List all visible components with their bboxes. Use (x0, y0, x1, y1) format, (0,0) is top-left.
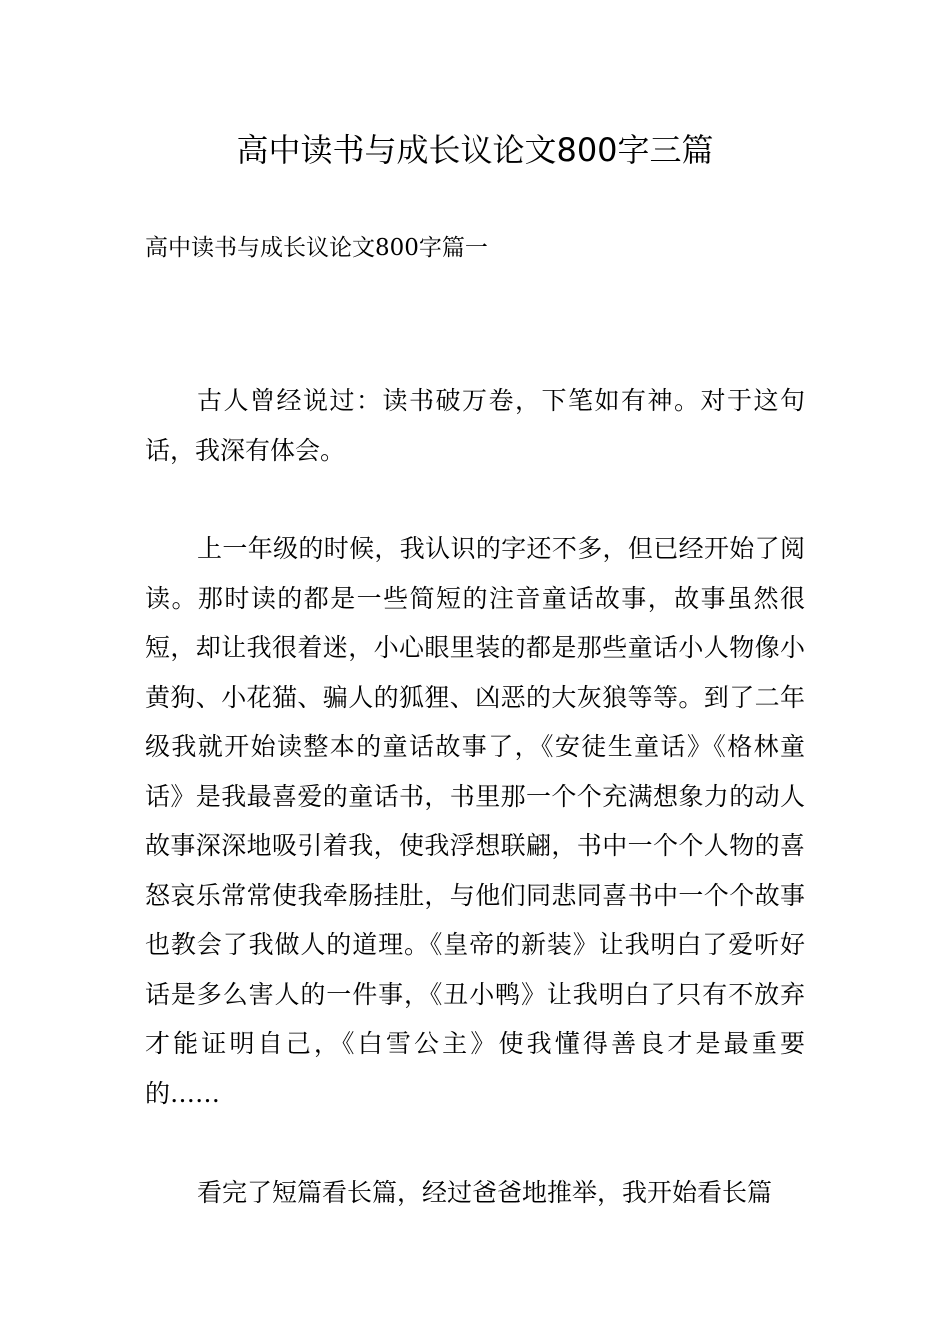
document-title: 高中读书与成长议论文800字三篇 (236, 131, 714, 169)
body-paragraph-1: 古人曾经说过：读书破万卷，下笔如有神。对于这句话，我深有体会。 (145, 386, 805, 465)
body-paragraph-3: 看完了短篇看长篇，经过爸爸地推举，我开始看长篇 (197, 1178, 773, 1207)
body-paragraph-2: 上一年级的时候，我认识的字还不多，但已经开始了阅读。那时读的都是一些简短的注音童话故事，故事虽然很短，却让我很着迷，小心眼里装的都是那些童话小人物像小黄狗、小花猫、骗人的狐狸、凶恶的大灰狼等等。到了二年级我就开始读整本的童话故事了，《安徒生童话》《格林童话》是我最喜爱的童话书，书里那一个个充满想象力的动人故事深深地吸引着我，使我浮想联翩，书中一个个人物的喜怒哀乐常常使我牵肠挂肚，与他们同悲同喜书中一个个故事也教会了我做人的道理。《皇帝的新装》让我明白了爱听好话是多么害人的一件事，《丑小鸭》让我明白了只有不放弃才能证明自己，《白雪公主》使我懂得善良才是最重要的…… (145, 534, 805, 1108)
section-heading: 高中读书与成长议论文800字篇一 (145, 235, 488, 261)
